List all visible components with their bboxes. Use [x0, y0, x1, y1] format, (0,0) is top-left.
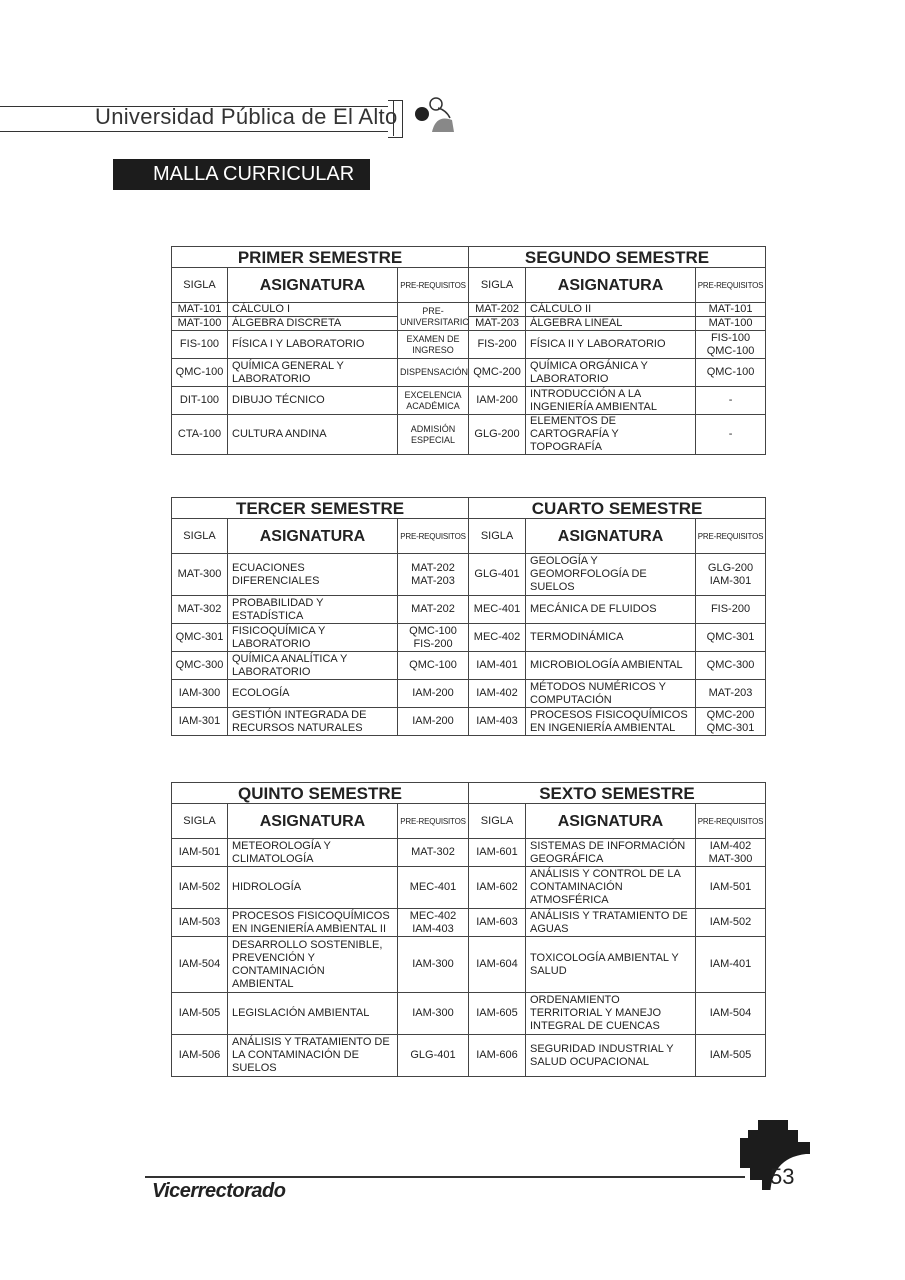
prerequisite-cell: IAM-200 — [398, 708, 469, 736]
column-header-prerequisitos: PRE-REQUISITOS — [398, 804, 469, 839]
sigla-cell: MAT-300 — [172, 554, 228, 596]
table-row — [172, 359, 766, 387]
column-header-asignatura: ASIGNATURA — [526, 519, 696, 554]
column-header-prerequisitos: PRE-REQUISITOS — [696, 519, 766, 554]
table-row — [172, 909, 766, 937]
table-row — [172, 708, 766, 736]
table-row — [172, 680, 766, 708]
asignatura-cell: ECUACIONES DIFERENCIALES — [228, 554, 398, 596]
asignatura-cell: ÁLGEBRA DISCRETA — [228, 317, 398, 331]
prerequisite-cell: IAM-200 — [398, 680, 469, 708]
semester-title: CUARTO SEMESTRE — [469, 498, 766, 519]
prerequisite-cell: QMC-301 — [696, 624, 766, 652]
admission-cell: EXAMEN DE INGRESO — [398, 331, 469, 359]
column-header-sigla: SIGLA — [172, 268, 228, 303]
sigla-cell: IAM-604 — [469, 937, 526, 993]
column-header-asignatura: ASIGNATURA — [228, 804, 398, 839]
sigla-cell: GLG-401 — [469, 554, 526, 596]
asignatura-cell: CÁLCULO I — [228, 303, 398, 317]
admission-cell: ADMISIÓN ESPECIAL — [398, 415, 469, 455]
column-header-sigla: SIGLA — [172, 804, 228, 839]
prerequisite-cell: - — [696, 387, 766, 415]
asignatura-cell: TERMODINÁMICA — [526, 624, 696, 652]
sigla-cell: IAM-506 — [172, 1035, 228, 1077]
asignatura-cell: FISICOQUÍMICA Y LABORATORIO — [228, 624, 398, 652]
asignatura-cell: LEGISLACIÓN AMBIENTAL — [228, 993, 398, 1035]
table-semesters-1-2 — [171, 246, 766, 455]
sigla-cell: DIT-100 — [172, 387, 228, 415]
sigla-cell: QMC-200 — [469, 359, 526, 387]
table-row — [172, 303, 766, 317]
sigla-cell: IAM-501 — [172, 839, 228, 867]
semester-title: SEXTO SEMESTRE — [469, 783, 766, 804]
semester-title: SEGUNDO SEMESTRE — [469, 247, 766, 268]
column-header-prerequisitos: PRE-REQUISITOS — [696, 804, 766, 839]
asignatura-cell: ORDENAMIENTO TERRITORIAL Y MANEJO INTEGRAL DE CUENCAS — [526, 993, 696, 1035]
sigla-cell: IAM-602 — [469, 867, 526, 909]
university-title: Universidad Pública de El Alto — [95, 104, 398, 129]
asignatura-cell: GEOLOGÍA Y GEOMORFOLOGÍA DE SUELOS — [526, 554, 696, 596]
sigla-cell: IAM-503 — [172, 909, 228, 937]
asignatura-cell: DESARROLLO SOSTENIBLE, PREVENCIÓN Y CONTAMINACIÓN AMBIENTAL — [228, 937, 398, 993]
prerequisite-cell: QMC-300 — [696, 652, 766, 680]
prerequisite-cell: MEC-401 — [398, 867, 469, 909]
asignatura-cell: QUÍMICA GENERAL Y LABORATORIO — [228, 359, 398, 387]
column-header-sigla: SIGLA — [469, 804, 526, 839]
sigla-cell: MEC-401 — [469, 596, 526, 624]
asignatura-cell: HIDROLOGÍA — [228, 867, 398, 909]
prerequisite-cell: MAT-101 — [696, 303, 766, 317]
column-header-prerequisitos: PRE-REQUISITOS — [696, 268, 766, 303]
prerequisite-cell: QMC-100 — [696, 359, 766, 387]
admission-cell: PRE- UNIVERSITARIO — [398, 303, 469, 331]
asignatura-cell: INTRODUCCIÓN A LA INGENIERÍA AMBIENTAL — [526, 387, 696, 415]
asignatura-cell: FÍSICA I Y LABORATORIO — [228, 331, 398, 359]
prerequisite-cell: QMC-100 FIS-200 — [398, 624, 469, 652]
asignatura-cell: ANÁLISIS Y CONTROL DE LA CONTAMINACIÓN ATMOSFÉRICA — [526, 867, 696, 909]
asignatura-cell: MECÁNICA DE FLUIDOS — [526, 596, 696, 624]
table-row — [172, 331, 766, 359]
sigla-cell: IAM-605 — [469, 993, 526, 1035]
sigla-cell: MAT-203 — [469, 317, 526, 331]
prerequisite-cell: FIS-200 — [696, 596, 766, 624]
header-rule-bottom — [0, 131, 388, 132]
sigla-cell: IAM-606 — [469, 1035, 526, 1077]
prerequisite-cell: IAM-300 — [398, 937, 469, 993]
asignatura-cell: MÉTODOS NUMÉRICOS Y COMPUTACIÓN — [526, 680, 696, 708]
sigla-cell: IAM-200 — [469, 387, 526, 415]
semester-title: TERCER SEMESTRE — [172, 498, 469, 519]
sigla-cell: QMC-100 — [172, 359, 228, 387]
sigla-cell: CTA-100 — [172, 415, 228, 455]
table-row — [172, 652, 766, 680]
sigla-cell: MAT-202 — [469, 303, 526, 317]
page-number: 53 — [770, 1164, 795, 1189]
vicerrectorado-logo: Vicerrectorado — [152, 1180, 286, 1202]
prerequisite-cell: IAM-300 — [398, 993, 469, 1035]
sigla-cell: FIS-100 — [172, 331, 228, 359]
column-header-sigla: SIGLA — [172, 519, 228, 554]
asignatura-cell: ANÁLISIS Y TRATAMIENTO DE LA CONTAMINACIÓN DE SUELOS — [228, 1035, 398, 1077]
table-row — [172, 993, 766, 1035]
sigla-cell: IAM-401 — [469, 652, 526, 680]
sigla-cell: MAT-302 — [172, 596, 228, 624]
sigla-cell: IAM-301 — [172, 708, 228, 736]
table-row — [172, 554, 766, 596]
column-header-asignatura: ASIGNATURA — [228, 268, 398, 303]
prerequisite-cell: IAM-505 — [696, 1035, 766, 1077]
table-row — [172, 624, 766, 652]
admission-cell: EXCELENCIA ACADÉMICA — [398, 387, 469, 415]
asignatura-cell: GESTIÓN INTEGRADA DE RECURSOS NATURALES — [228, 708, 398, 736]
sigla-cell: IAM-402 — [469, 680, 526, 708]
sigla-cell: IAM-603 — [469, 909, 526, 937]
asignatura-cell: PROCESOS FISICOQUÍMICOS EN INGENIERÍA AMBIENTAL II — [228, 909, 398, 937]
sigla-cell: IAM-403 — [469, 708, 526, 736]
column-header-asignatura: ASIGNATURA — [526, 804, 696, 839]
asignatura-cell: FÍSICA II Y LABORATORIO — [526, 331, 696, 359]
asignatura-cell: DIBUJO TÉCNICO — [228, 387, 398, 415]
table-row — [172, 1035, 766, 1077]
asignatura-cell: QUÍMICA ORGÁNICA Y LABORATORIO — [526, 359, 696, 387]
prerequisite-cell: IAM-502 — [696, 909, 766, 937]
prerequisite-cell: GLG-401 — [398, 1035, 469, 1077]
prerequisite-cell: MAT-202 — [398, 596, 469, 624]
asignatura-cell: ECOLOGÍA — [228, 680, 398, 708]
asignatura-cell: PROBABILIDAD Y ESTADÍSTICA — [228, 596, 398, 624]
column-header-prerequisitos: PRE-REQUISITOS — [398, 519, 469, 554]
sigla-cell: MEC-402 — [469, 624, 526, 652]
footer-rule — [145, 1176, 745, 1178]
sigla-cell: QMC-300 — [172, 652, 228, 680]
prerequisite-cell: IAM-402 MAT-300 — [696, 839, 766, 867]
asignatura-cell: METEOROLOGÍA Y CLIMATOLOGÍA — [228, 839, 398, 867]
sigla-cell: FIS-200 — [469, 331, 526, 359]
prerequisite-cell: - — [696, 415, 766, 455]
semester-title: PRIMER SEMESTRE — [172, 247, 469, 268]
prerequisite-cell: MAT-302 — [398, 839, 469, 867]
semester-title: QUINTO SEMESTRE — [172, 783, 469, 804]
prerequisite-cell: GLG-200 IAM-301 — [696, 554, 766, 596]
sigla-cell: IAM-505 — [172, 993, 228, 1035]
column-header-sigla: SIGLA — [469, 519, 526, 554]
sigla-cell: IAM-504 — [172, 937, 228, 993]
asignatura-cell: CULTURA ANDINA — [228, 415, 398, 455]
sigla-cell: MAT-100 — [172, 317, 228, 331]
prerequisite-cell: IAM-504 — [696, 993, 766, 1035]
prerequisite-cell: MAT-203 — [696, 680, 766, 708]
section-banner: MALLA CURRICULAR — [113, 159, 370, 190]
asignatura-cell: PROCESOS FISICOQUÍMICOS EN INGENIERÍA AMBIENTAL — [526, 708, 696, 736]
table-semesters-3-4 — [171, 497, 766, 736]
asignatura-cell: TOXICOLOGÍA AMBIENTAL Y SALUD — [526, 937, 696, 993]
sigla-cell: GLG-200 — [469, 415, 526, 455]
table-row — [172, 937, 766, 993]
sigla-cell: MAT-101 — [172, 303, 228, 317]
column-header-prerequisitos: PRE-REQUISITOS — [398, 268, 469, 303]
table-row — [172, 596, 766, 624]
asignatura-cell: SEGURIDAD INDUSTRIAL Y SALUD OCUPACIONAL — [526, 1035, 696, 1077]
prerequisite-cell: IAM-501 — [696, 867, 766, 909]
table-row — [172, 839, 766, 867]
column-header-sigla: SIGLA — [469, 268, 526, 303]
prerequisite-cell: FIS-100 QMC-100 — [696, 331, 766, 359]
sigla-cell: IAM-300 — [172, 680, 228, 708]
header-bracket-inner — [393, 100, 403, 136]
asignatura-cell: ELEMENTOS DE CARTOGRAFÍA Y TOPOGRAFÍA — [526, 415, 696, 455]
column-header-asignatura: ASIGNATURA — [228, 519, 398, 554]
sigla-cell: QMC-301 — [172, 624, 228, 652]
prerequisite-cell: QMC-100 — [398, 652, 469, 680]
admission-cell: DISPENSACIÓN — [398, 359, 469, 387]
table-row — [172, 867, 766, 909]
asignatura-cell: ÁLGEBRA LINEAL — [526, 317, 696, 331]
university-logo-icon — [406, 92, 456, 134]
asignatura-cell: MICROBIOLOGÍA AMBIENTAL — [526, 652, 696, 680]
sigla-cell: IAM-601 — [469, 839, 526, 867]
column-header-asignatura: ASIGNATURA — [526, 268, 696, 303]
table-semesters-5-6 — [171, 782, 766, 1077]
table-row — [172, 415, 766, 455]
asignatura-cell: SISTEMAS DE INFORMACIÓN GEOGRÁFICA — [526, 839, 696, 867]
prerequisite-cell: MAT-100 — [696, 317, 766, 331]
prerequisite-cell: MEC-402 IAM-403 — [398, 909, 469, 937]
table-row — [172, 387, 766, 415]
prerequisite-cell: QMC-200 QMC-301 — [696, 708, 766, 736]
asignatura-cell: QUÍMICA ANALÍTICA Y LABORATORIO — [228, 652, 398, 680]
sigla-cell: IAM-502 — [172, 867, 228, 909]
prerequisite-cell: MAT-202 MAT-203 — [398, 554, 469, 596]
asignatura-cell: CÁLCULO II — [526, 303, 696, 317]
prerequisite-cell: IAM-401 — [696, 937, 766, 993]
asignatura-cell: ANÁLISIS Y TRATAMIENTO DE AGUAS — [526, 909, 696, 937]
